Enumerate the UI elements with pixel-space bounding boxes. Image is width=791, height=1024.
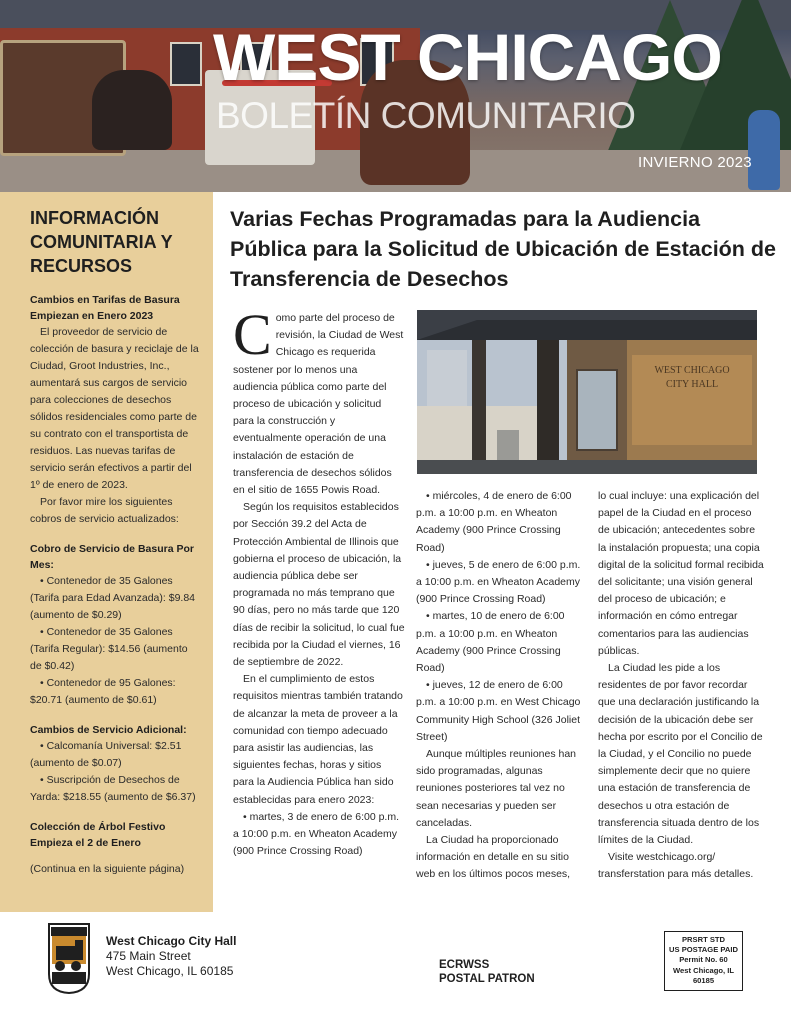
list-item: • martes, 3 de enero de 6:00 p.m. a 10:00 p.m. en Wheaton Academy (900 Prince Crossing Road) (233, 810, 400, 858)
list-item: • Suscripción de Desechos de Yarda: $218.55 (aumento de $6.37) (30, 774, 196, 803)
list-item: • jueves, 12 de enero de 6:00 p.m. a 10:00 p.m. en West Chicago Community High School (326 Joliet Street) (416, 679, 581, 743)
article-paragraph: lo cual incluye: una explicación del papel de la Ciudad en el proceso de ubicación; antecedentes sobre la instalación propuesta; una copia digital de la solicitud formal recibida del solicitante; una visión general del proceso de ubicación; e información en cómo entregar comentarios para las audiencias públicas. (598, 490, 764, 657)
trash-rates-paragraph: El proveedor de servicio de colección de basura y reciclaje de la Ciudad, Groot Industries, Inc., aumentará sus cargos de servicio para colecciones de desechos sólidos residenciales como parte de su contrato con el transportista de residuos. Las nuevas tarifas de servicio serán efectivos a partir del 1º de enero de 2023. (30, 326, 199, 491)
list-item: • miércoles, 4 de enero de 6:00 p.m. a 10:00 p.m. en Wheaton Academy (900 Prince Crossing Road) (416, 490, 572, 554)
continued-note: (Continua en la siguiente página) (30, 863, 185, 875)
article-paragraph: Aunque múltiples reuniones han sido programadas, algunas reuniones posteriores tal vez no sean necesarias y pueden ser canceladas. (416, 748, 577, 829)
postage-permit-stamp (664, 931, 743, 991)
svg-text:WEST CHICAGO: WEST CHICAGO (654, 365, 730, 376)
newsletter-subtitle: BOLETÍN COMUNITARIO (216, 95, 636, 136)
article-column-1 (233, 302, 405, 861)
city-hall-photo (417, 310, 757, 474)
newsletter-title: WEST CHICAGO (213, 20, 722, 94)
article-paragraph: Según los requisitos establecidos por Sección 39.2 del Acta de Protección Ambiental de Illinois que gobierna el proceso de ubicación, la audiencia pública debe ser programada no más temprano que 90 días, pero no más tarde que 120 días de recibir la solicitud, lo cual fue recibida por la Ciudad el viernes, 16 de septiembre de 2022. (233, 501, 405, 669)
list-item: • martes, 10 de enero de 6:00 p.m. a 10:00 p.m. en Wheaton Academy (900 Prince Crossing Road) (416, 610, 565, 675)
community-info-sidebar (0, 192, 213, 912)
sidebar-title: INFORMACIÓN COMUNITARIA Y RECURSOS (30, 208, 173, 276)
city-state-zip: West Chicago, IL 60185 (106, 964, 234, 978)
postal-patron-label: POSTAL PATRON (439, 973, 535, 985)
additional-service-heading: Cambios de Servicio Adicional: (30, 724, 187, 736)
list-item: • Contenedor de 35 Galones (Tarifa Regular): $14.56 (aumento de $0.42) (30, 626, 188, 672)
article-column-2 (416, 488, 586, 884)
postal-indicia-text (439, 958, 535, 986)
stamp-line: Permit No. 60 (679, 955, 728, 965)
tree-collection-heading: Colección de Árbol Festivo Empieza el 2 de Enero (30, 821, 166, 849)
org-name: West Chicago City Hall (106, 934, 237, 948)
city-seal-logo (46, 922, 92, 994)
article-paragraph: En el cumplimiento de estos requisitos mientras también tratando de alcanzar la meta de proveer a la comunidad con tiempo adecuado para asistir las audiencias, las siguientes fechas, horas y sitios para la Audiencia Pública han sido establecidas para enero 2023: (233, 673, 403, 806)
stamp-line: PRSRT STD (681, 935, 726, 944)
article-title: Varias Fechas Programadas para la Audiencia Pública para la Solicitud de Ubicación de Estación de Transferencia de Desechos (230, 207, 777, 291)
trash-rates-heading: Cambios en Tarifas de Basura Empiezan en Enero 2023 (30, 294, 180, 322)
stamp-line: US POSTAGE PAID (669, 945, 738, 955)
trash-rates-note: Por favor mire los siguientes cobros de servicio actualizados: (30, 496, 179, 525)
stamp-line: 60185 (692, 975, 715, 985)
article-paragraph: Visite westchicago.org/ transferstation para más detalles. (598, 851, 754, 881)
list-item: • Contenedor de 35 Galones (Tarifa para Edad Avanzada): $9.84 (aumento de $0.29) (30, 575, 196, 621)
article-paragraph: La Ciudad les pide a los residentes de por favor recordar que una declaración justificando la decisión de la ubicación debe ser hecha por escrito por el Concilio de la Ciudad, y el Concilio no puede simplemente decir que no quiere una estación de transferencia de desechos u otra estación de transferencia situada dentro de los límites de la Ciudad. (598, 662, 763, 847)
article-paragraph: La Ciudad ha proporcionado información en detalle en su sitio web en los últimos pocos meses, (416, 834, 571, 881)
stamp-line: West Chicago, IL (672, 965, 735, 975)
svg-text:CITY HALL: CITY HALL (665, 379, 719, 390)
mailing-footer (0, 912, 791, 1024)
article-column-3 (598, 488, 766, 884)
list-item: • Contenedor de 95 Galones: $20.71 (aumento de $0.61) (30, 677, 176, 706)
drop-cap: C (233, 302, 272, 367)
article-paragraph: omo parte del proceso de revisión, la Ciudad de West Chicago es requerida sostener por lo menos una audiencia pública como parte del proceso de ubicación y solicitud para la construcción y eventualmente operación de una instalación de estación de transferencia de desechos sólidos en el sitio de 1655 Powis Road. (233, 312, 404, 497)
ecrwss-label: ECRWSS (439, 959, 490, 971)
return-address (106, 934, 236, 979)
list-item: • Calcomanía Universal: $2.51 (aumento de $0.07) (30, 740, 182, 769)
masthead-banner (0, 0, 791, 192)
list-item: • jueves, 5 de enero de 6:00 p.m. a 10:00 p.m. en Wheaton Academy (900 Prince Crossing Road) (416, 558, 581, 606)
street-address: 475 Main Street (106, 949, 191, 963)
issue-label: INVIERNO 2023 (638, 154, 752, 171)
monthly-charges-heading: Cobro de Servicio de Basura Por Mes: (30, 543, 194, 571)
